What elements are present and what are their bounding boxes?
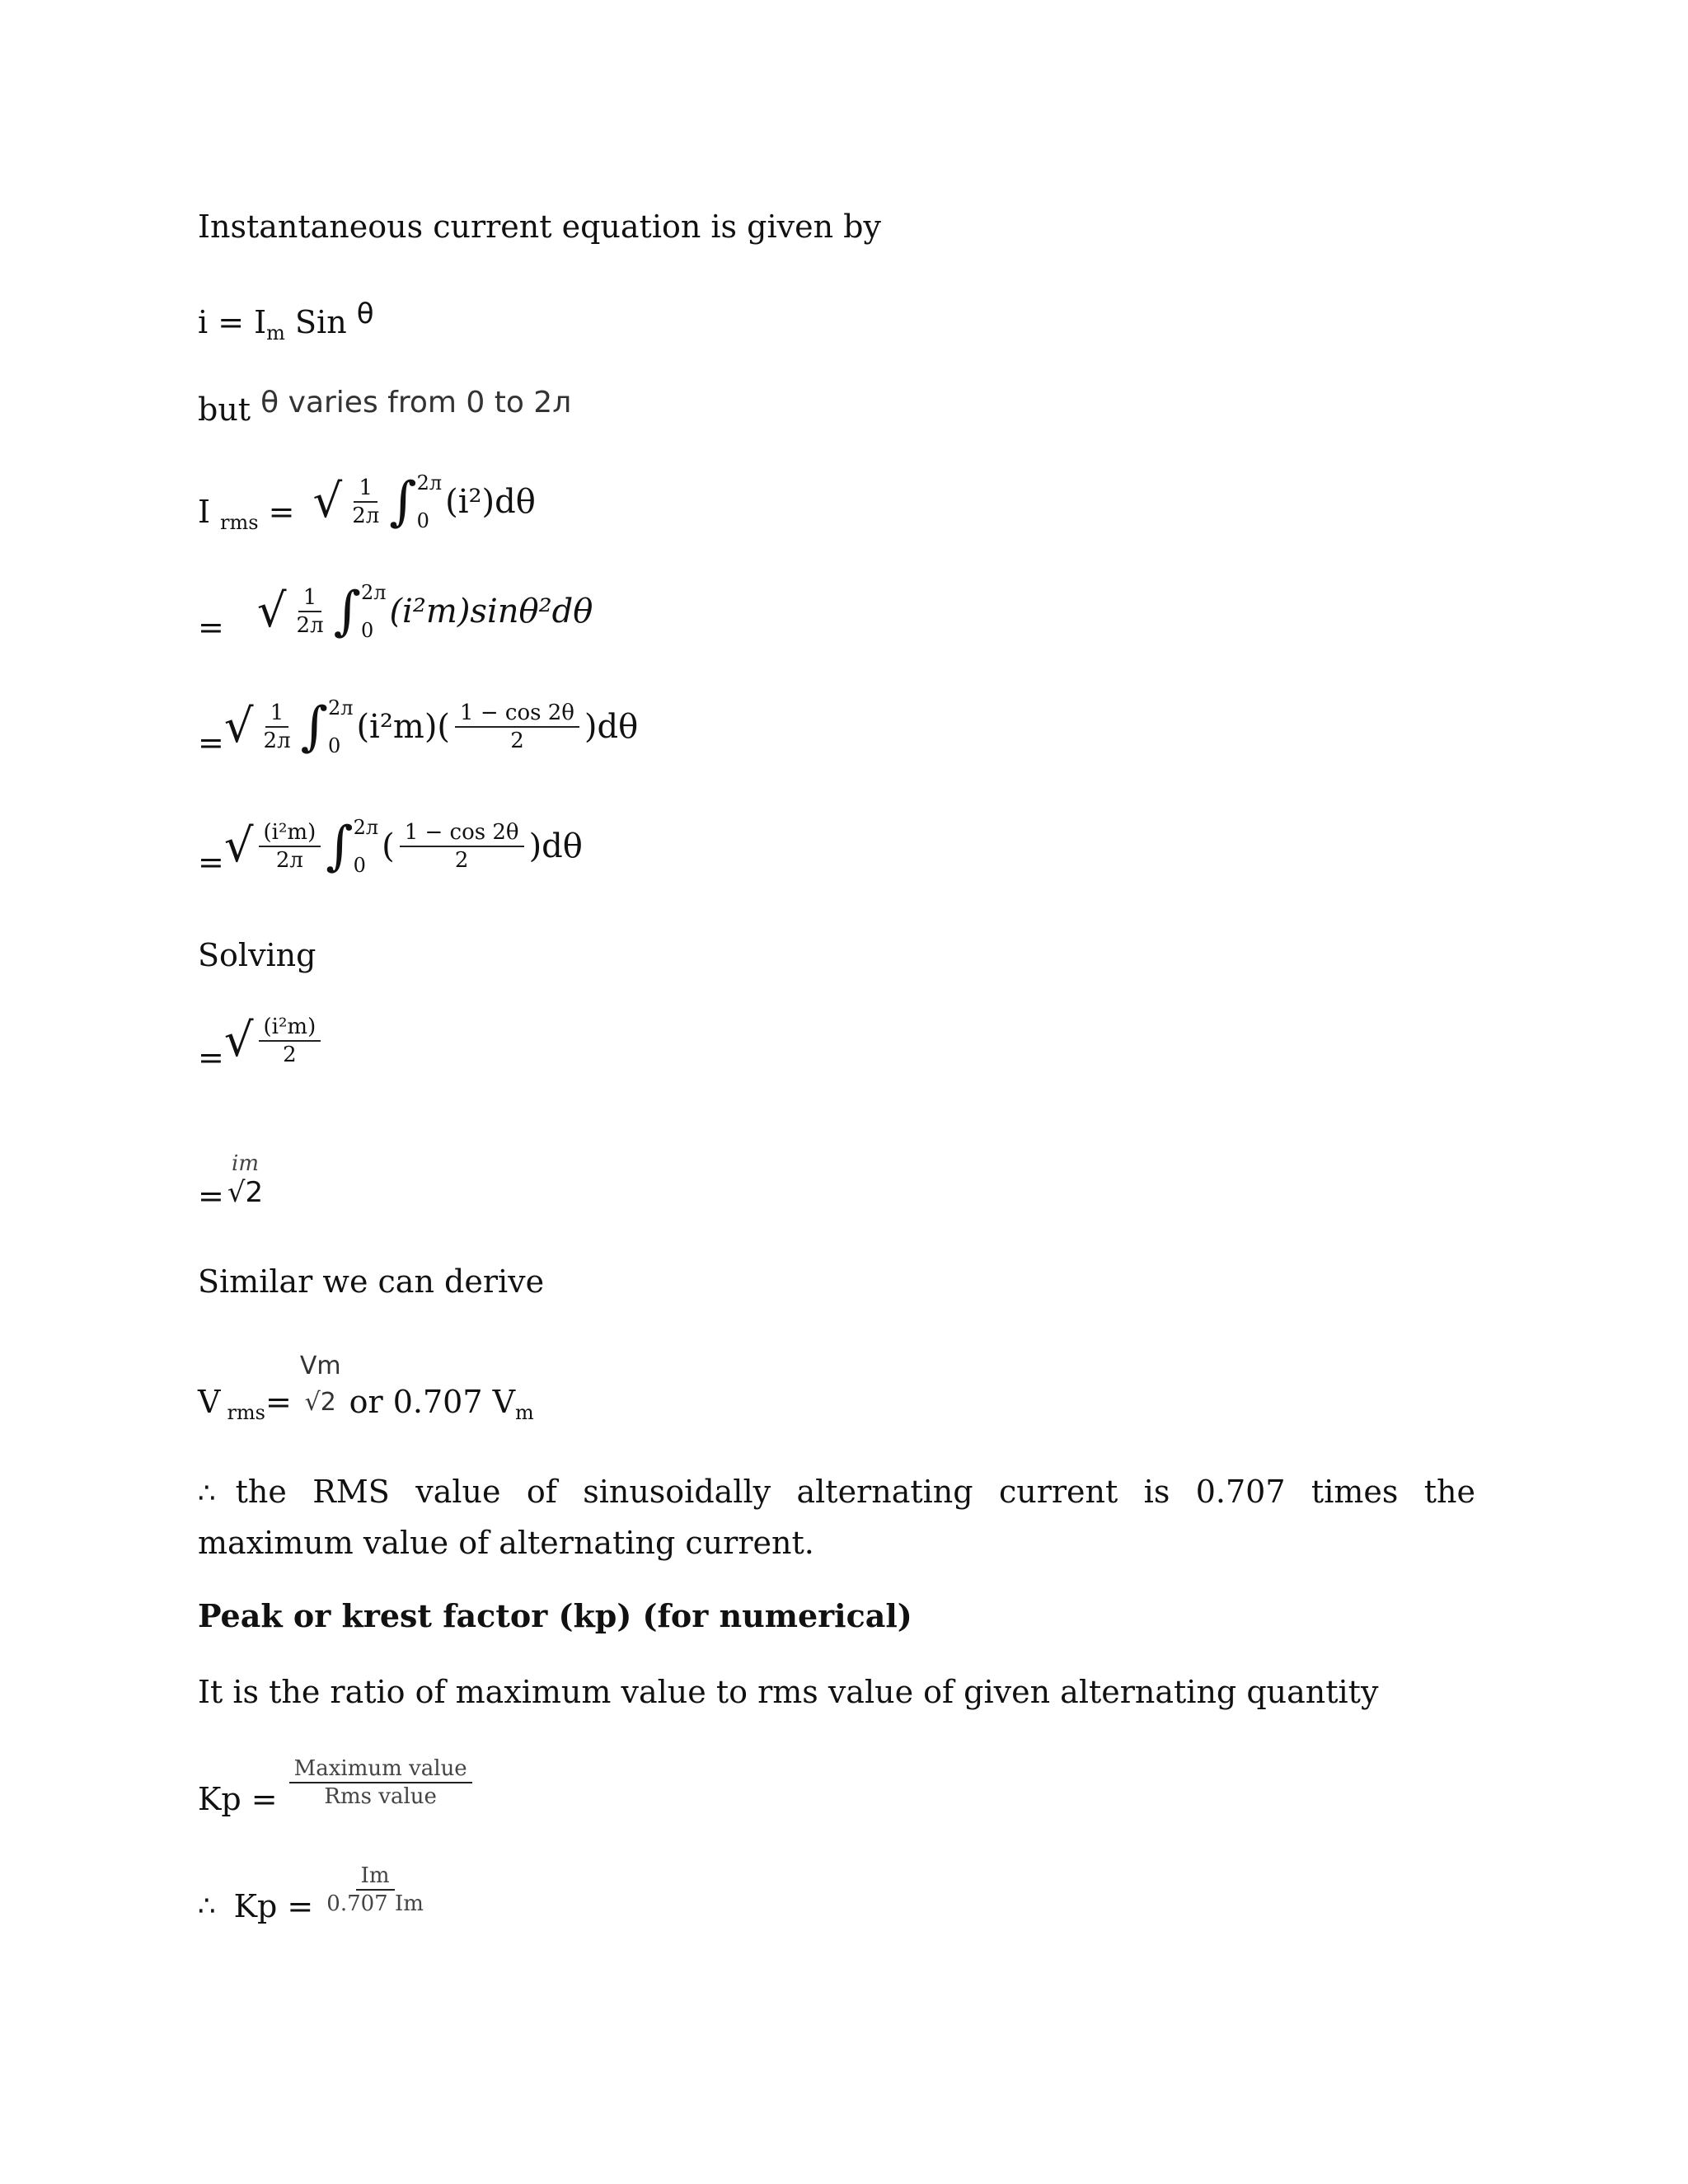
step3-inner-den: 2: [510, 729, 524, 753]
solving-label: Solving: [198, 937, 316, 973]
step4-eq: =: [198, 844, 224, 880]
integral-icon: ∫: [326, 816, 354, 877]
irms-upper: 2л: [416, 471, 443, 494]
step6-den: √2: [227, 1176, 264, 1209]
step3-mid: (i²m)(: [356, 708, 451, 746]
step2-upper: 2л: [360, 581, 387, 604]
step4-open: (: [382, 827, 395, 865]
kp-formula: [198, 1747, 477, 1818]
step4-lower: 0: [353, 854, 366, 877]
sqrt-icon: √: [223, 1014, 254, 1067]
step2-lower: 0: [360, 619, 374, 642]
step3-eq: =: [198, 724, 224, 761]
kp2-label: Kp =: [233, 1888, 314, 1924]
sqrt-icon: √: [223, 819, 254, 873]
definition-line: It is the ratio of maximum value to rms value of given alternating quantity: [198, 1674, 1379, 1710]
step3-tail: )dθ: [584, 708, 639, 746]
vrms-num: Vm: [299, 1351, 341, 1380]
step6-equation: [198, 1146, 263, 1215]
irms-integrand: (i²)dθ: [445, 482, 536, 521]
irms-eq: =: [268, 494, 295, 530]
therefore-icon: ∴: [198, 1477, 216, 1510]
theta-range-line: [198, 384, 571, 429]
step4-frac-den: 2л: [275, 848, 303, 873]
therefore-icon: ∴: [198, 1890, 216, 1923]
step2-frac-num: 1: [298, 584, 322, 612]
step3-upper: 2л: [327, 696, 354, 719]
irms-equation: [198, 462, 536, 541]
step4-upper: 2л: [353, 816, 379, 839]
step5-frac-den: 2: [283, 1043, 297, 1067]
theta-symbol: θ: [356, 298, 374, 330]
rms-statement-paragraph: [198, 1467, 1475, 1568]
sqrt-icon: √: [223, 700, 254, 753]
step4-inner-num: 1 − cos 2θ: [400, 819, 524, 847]
vrms-rest: or 0.707 V: [349, 1384, 516, 1420]
step6-eq: =: [198, 1178, 224, 1214]
step4-inner-den: 2: [454, 848, 469, 873]
kp2-num: Im: [356, 1863, 395, 1891]
vrms-sub: rms: [227, 1401, 265, 1424]
step3-lower: 0: [327, 734, 341, 757]
step6-num: im: [232, 1151, 259, 1176]
irms-frac-num: 1: [354, 475, 377, 503]
vrms-den: √2: [304, 1387, 336, 1417]
step5-frac-num: (i²m): [259, 1014, 321, 1042]
vrms-equation: [198, 1337, 534, 1432]
vrms-rest-sub: m: [515, 1401, 534, 1424]
vrms-eq: =: [265, 1384, 292, 1420]
irms-sub: rms: [220, 511, 259, 534]
similar-line: Similar we can derive: [198, 1263, 545, 1300]
kp-label: Kp =: [198, 1781, 278, 1817]
current-lhs: i = I: [198, 304, 267, 340]
theta-range: θ varies from 0 to 2л: [260, 386, 572, 419]
step5-eq: =: [198, 1039, 224, 1076]
current-sub: m: [266, 321, 285, 344]
current-rest: Sin: [284, 304, 357, 340]
step4-equation: [198, 812, 583, 881]
kp-num: Maximum value: [289, 1755, 472, 1783]
integral-icon: ∫: [333, 581, 361, 642]
vrms-label: V: [198, 1384, 221, 1420]
step2-eq: =: [198, 609, 224, 645]
step3-equation: [198, 692, 638, 762]
step2-frac-den: 2л: [296, 613, 324, 638]
integral-icon: ∫: [300, 696, 328, 757]
step5-equation: [198, 1005, 326, 1076]
sqrt-icon: √: [312, 474, 343, 528]
step4-tail: )dθ: [528, 827, 583, 865]
irms-label: I: [198, 494, 211, 530]
step4-frac-num: (i²m): [259, 819, 321, 847]
step3-frac-den: 2л: [263, 729, 291, 753]
integral-icon: ∫: [389, 471, 417, 532]
irms-lower: 0: [416, 509, 429, 532]
rms-statement: the RMS value of sinusoidally alternating current is 0.707 times the maximum value of alternating current.: [198, 1474, 1475, 1561]
kp-result: [198, 1854, 434, 1925]
but-word: but: [198, 391, 251, 428]
irms-frac-den: 2л: [352, 503, 380, 528]
step3-frac-num: 1: [265, 700, 289, 728]
step2-integrand: (i²m)sinθ²dθ: [389, 593, 593, 630]
section-heading: Peak or krest factor (kp) (for numerical): [198, 1597, 912, 1634]
sqrt-icon: √: [256, 584, 287, 638]
current-equation: [198, 295, 374, 352]
kp2-den: 0.707 Im: [326, 1891, 424, 1916]
intro-line: Instantaneous current equation is given by: [198, 209, 881, 245]
step3-inner-num: 1 − cos 2θ: [455, 700, 579, 728]
kp-den: Rms value: [324, 1784, 437, 1809]
step2-equation: [198, 577, 593, 646]
